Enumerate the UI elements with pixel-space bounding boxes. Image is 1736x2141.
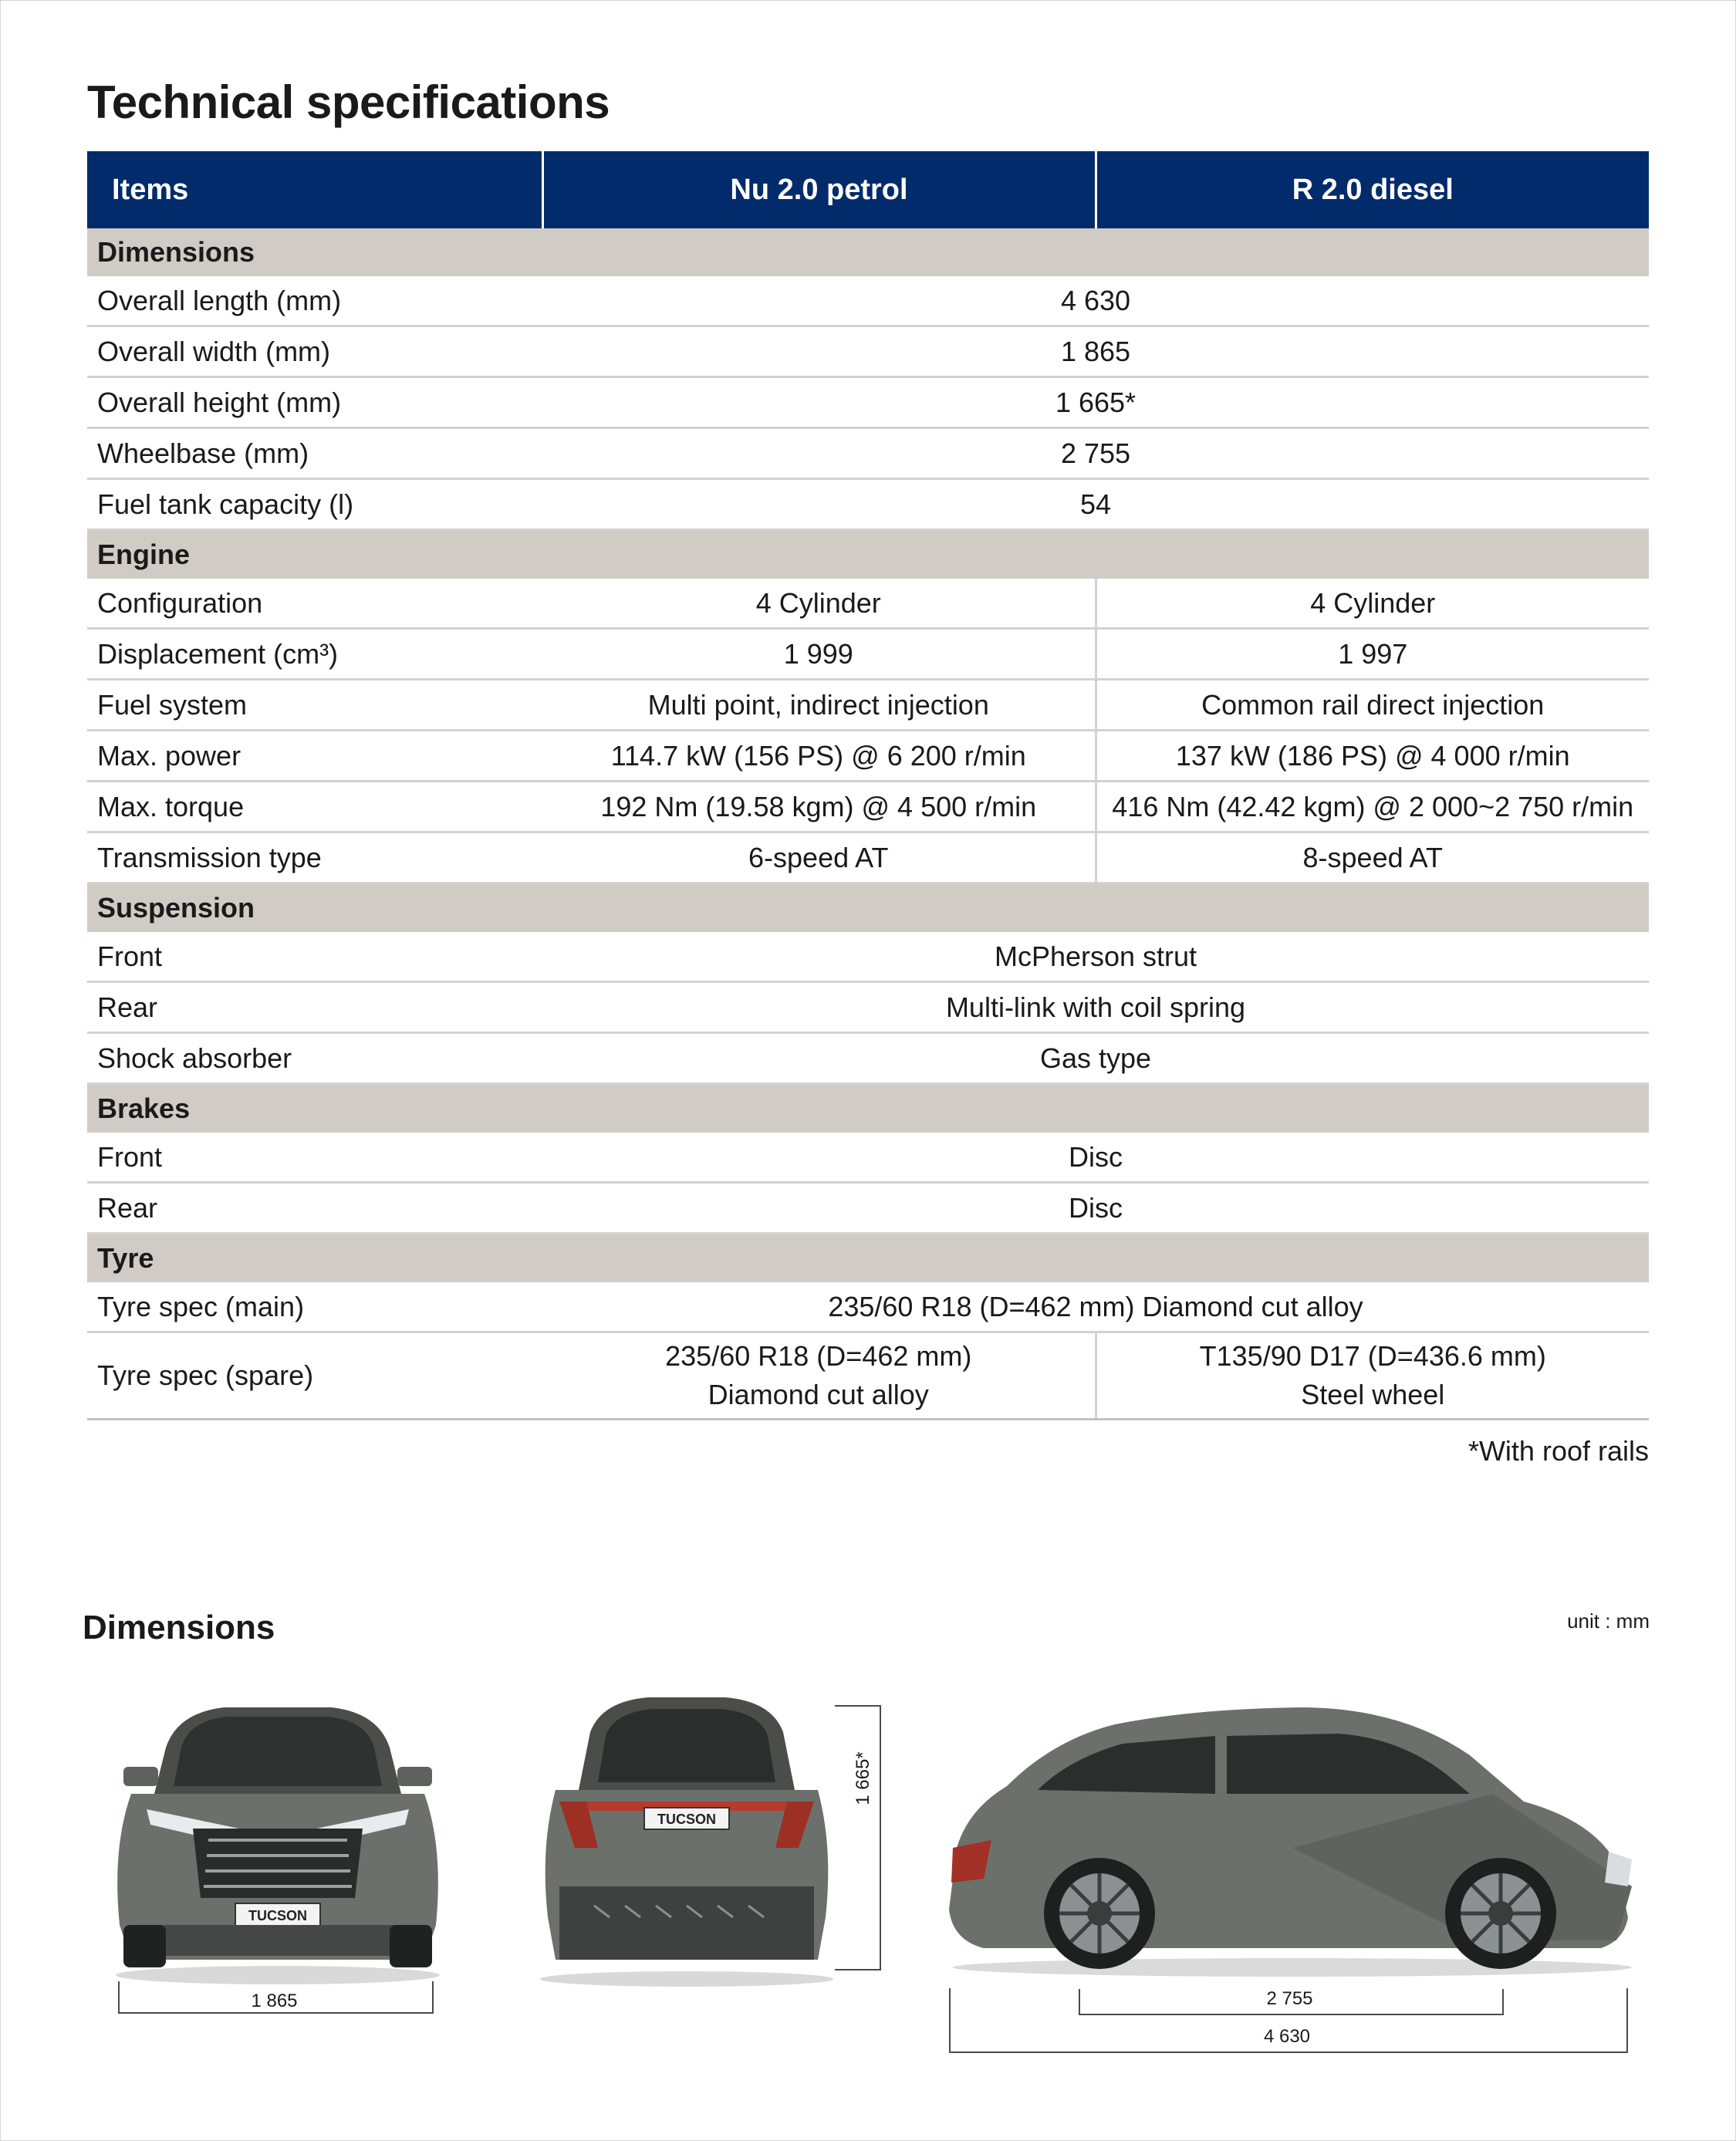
row-label: Transmission type	[87, 832, 542, 883]
front-width-label: 1 865	[251, 1991, 298, 2011]
table-row	[87, 276, 1649, 326]
petrol-value: Multi point, indirect injection	[542, 680, 1096, 731]
row-label: Fuel tank capacity (l)	[87, 479, 542, 530]
row-label: Displacement (cm³)	[87, 629, 542, 680]
diesel-value: 416 Nm (42.42 kgm) @ 2 000~2 750 r/min	[1096, 782, 1649, 832]
row-label: Front	[87, 1133, 542, 1183]
car-side-view-image	[937, 1694, 1647, 1979]
diesel-line-2: Steel wheel	[1301, 1379, 1445, 1410]
dimensions-title: Dimensions	[83, 1609, 275, 1646]
petrol-value: 4 Cylinder	[542, 579, 1096, 629]
table-row	[87, 982, 1649, 1033]
header-petrol: Nu 2.0 petrol	[542, 151, 1096, 228]
row-label: Max. power	[87, 731, 542, 782]
row-label: Tyre spec (spare)	[87, 1332, 542, 1420]
section-suspension	[87, 883, 1649, 933]
row-value: Gas type	[542, 1033, 1649, 1084]
section-label: Suspension	[87, 883, 1649, 933]
row-label: Overall width (mm)	[87, 326, 542, 377]
svg-text:TUCSON: TUCSON	[657, 1812, 716, 1827]
section-label: Brakes	[87, 1084, 1649, 1133]
row-label: Overall length (mm)	[87, 276, 542, 326]
table-row	[87, 629, 1649, 680]
diesel-line-1: T135/90 D17 (D=436.6 mm)	[1199, 1340, 1546, 1372]
diesel-value: 8-speed AT	[1096, 832, 1649, 883]
section-tyre	[87, 1234, 1649, 1283]
diesel-value: 137 kW (186 PS) @ 4 000 r/min	[1096, 731, 1649, 782]
petrol-value	[542, 1332, 1096, 1420]
table-row	[87, 1332, 1649, 1420]
footnote: *With roof rails	[1467, 1435, 1649, 1467]
specs-table	[87, 151, 1649, 1420]
petrol-line-1: 235/60 R18 (D=462 mm)	[665, 1340, 972, 1372]
header-items: Items	[87, 151, 542, 228]
petrol-value: 114.7 kW (156 PS) @ 6 200 r/min	[542, 731, 1096, 782]
diesel-value: 1 997	[1096, 629, 1649, 680]
table-row	[87, 326, 1649, 377]
row-value: Disc	[542, 1183, 1649, 1234]
table-row	[87, 579, 1649, 629]
row-label: Fuel system	[87, 680, 542, 731]
table-row	[87, 377, 1649, 428]
section-engine	[87, 530, 1649, 579]
unit-label: unit : mm	[1567, 1609, 1650, 1633]
table-row	[87, 428, 1649, 479]
row-value: McPherson strut	[542, 932, 1649, 982]
row-label: Front	[87, 932, 542, 982]
height-label: 1 665*	[853, 1751, 873, 1805]
section-label: Dimensions	[87, 228, 1649, 276]
row-value: 54	[542, 479, 1649, 530]
section-label: Tyre	[87, 1234, 1649, 1283]
row-value: Disc	[542, 1133, 1649, 1183]
petrol-line-2: Diamond cut alloy	[708, 1379, 929, 1410]
length-label: 4 630	[1263, 2026, 1311, 2047]
row-value: 235/60 R18 (D=462 mm) Diamond cut alloy	[542, 1282, 1649, 1332]
table-row	[87, 479, 1649, 530]
petrol-value: 192 Nm (19.58 kgm) @ 4 500 r/min	[542, 782, 1096, 832]
table-row	[87, 832, 1649, 883]
petrol-value: 6-speed AT	[542, 832, 1096, 883]
car-front-view-image	[93, 1694, 463, 1987]
car-rear-view-image	[525, 1694, 849, 1987]
diesel-value	[1096, 1332, 1649, 1420]
row-label: Overall height (mm)	[87, 377, 542, 428]
row-label: Wheelbase (mm)	[87, 428, 542, 479]
row-label: Shock absorber	[87, 1033, 542, 1084]
table-row	[87, 932, 1649, 982]
row-value: 1 865	[542, 326, 1649, 377]
diesel-value: 4 Cylinder	[1096, 579, 1649, 629]
row-value: 4 630	[542, 276, 1649, 326]
table-row	[87, 680, 1649, 731]
page-title: Technical specifications	[87, 76, 610, 128]
header-diesel: R 2.0 diesel	[1096, 151, 1649, 228]
svg-text:TUCSON: TUCSON	[248, 1908, 307, 1923]
row-label: Configuration	[87, 579, 542, 629]
row-label: Rear	[87, 982, 542, 1033]
table-header-row	[87, 151, 1649, 228]
section-brakes	[87, 1084, 1649, 1133]
section-dimensions	[87, 228, 1649, 276]
row-value: 1 665*	[542, 377, 1649, 428]
table-row	[87, 1133, 1649, 1183]
section-label: Engine	[87, 530, 1649, 579]
row-label: Tyre spec (main)	[87, 1282, 542, 1332]
table-row	[87, 1183, 1649, 1234]
table-row	[87, 1033, 1649, 1084]
wheelbase-label: 2 755	[1266, 1988, 1313, 2009]
table-row	[87, 782, 1649, 832]
petrol-value: 1 999	[542, 629, 1096, 680]
diesel-value: Common rail direct injection	[1096, 680, 1649, 731]
row-value: 2 755	[542, 428, 1649, 479]
table-row	[87, 731, 1649, 782]
table-row	[87, 1282, 1649, 1332]
row-value: Multi-link with coil spring	[542, 982, 1649, 1033]
row-label: Max. torque	[87, 782, 542, 832]
row-label: Rear	[87, 1183, 542, 1234]
